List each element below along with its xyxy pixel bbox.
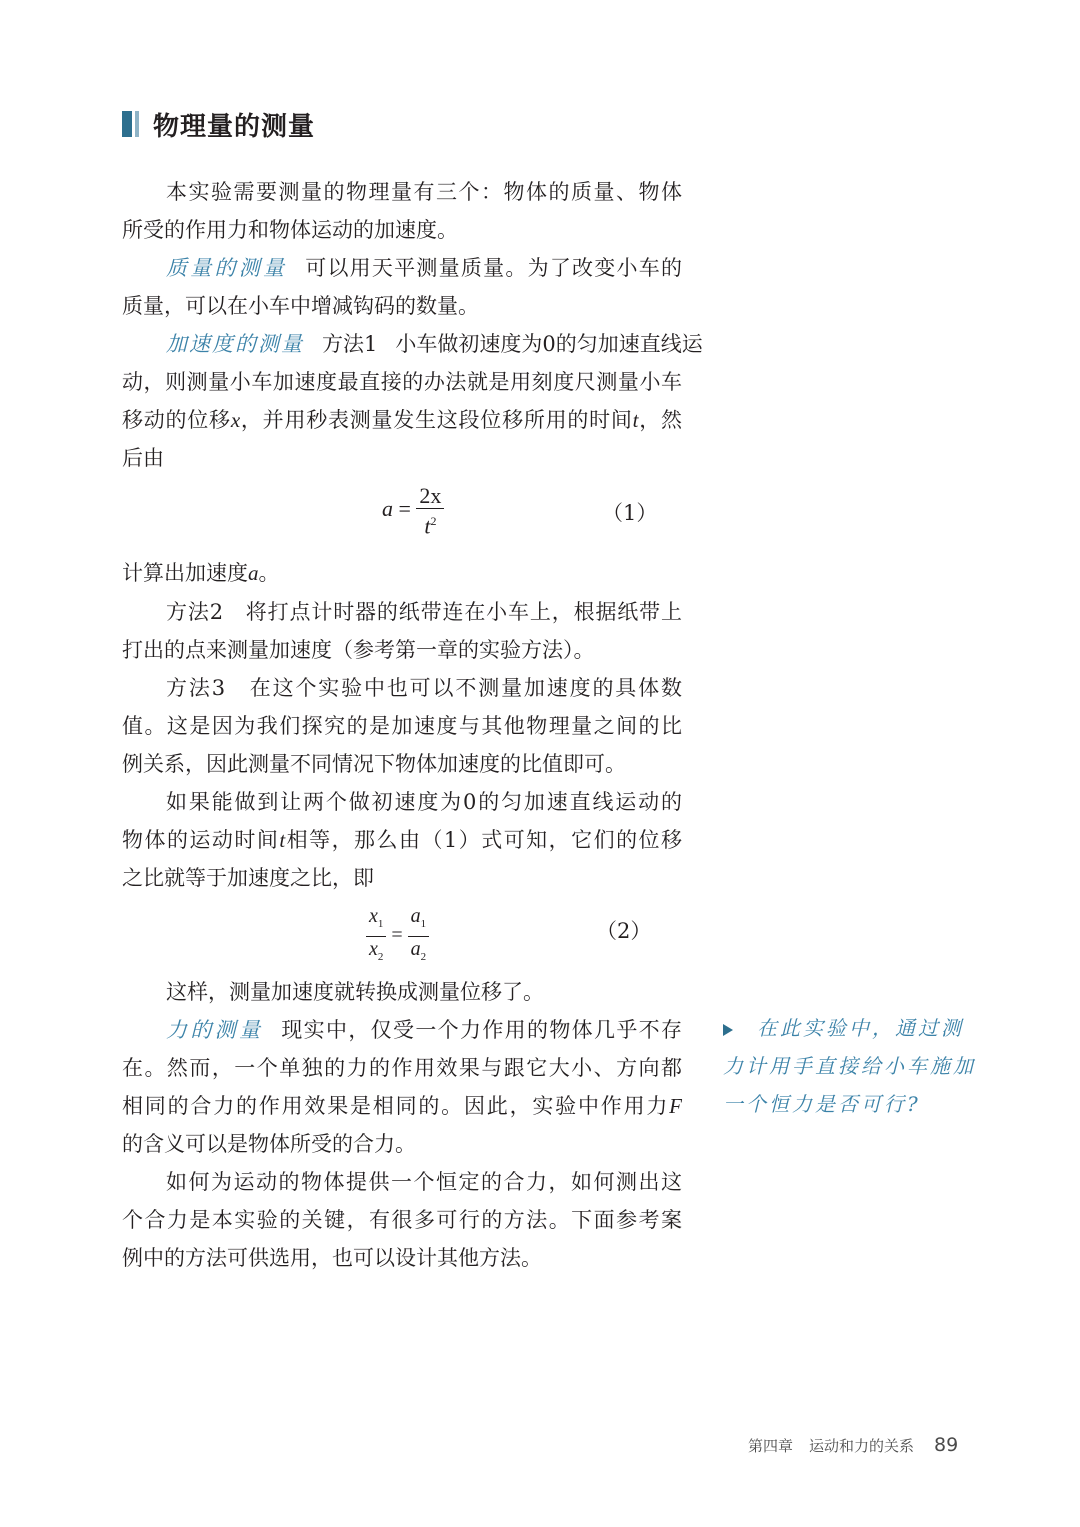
subscript: 1 <box>377 918 384 930</box>
paragraph-line <box>122 249 682 287</box>
paragraph-text: 。 <box>258 561 280 585</box>
section-heading <box>122 104 315 144</box>
heading-bar-icon <box>122 111 139 137</box>
fraction-left <box>366 904 386 969</box>
side-note-line: 力计用手直接给小车施加 <box>723 1054 976 1078</box>
paragraph-line: 在。然而，一个单独的力的作用效果与跟它大小、方向都 <box>122 1056 682 1080</box>
paragraph-text: 移动的位移 <box>122 408 231 432</box>
method-label: 方法1 <box>322 332 378 356</box>
paragraph-line: 打出的点来测量加速度（参考第一章的实验方法）。 <box>122 638 595 662</box>
paragraph-line: 质量，可以在小车中增减钩码的数量。 <box>122 294 479 318</box>
formula-1 <box>382 484 444 538</box>
paragraph-text: 计算出加速度 <box>122 561 248 585</box>
fraction-right <box>408 904 430 969</box>
variable-a: a <box>248 561 259 585</box>
paragraph-text: 相等，那么由（1）式可知，它们的位移 <box>285 828 683 852</box>
paragraph-line: 例关系，因此测量不同情况下物体加速度的比值即可。 <box>122 752 626 776</box>
subscript: 2 <box>420 951 427 963</box>
denominator <box>366 937 386 969</box>
triangle-bullet-icon <box>723 1024 733 1036</box>
formula-lhs: a <box>382 496 393 522</box>
paragraph-text: ，然 <box>638 408 683 432</box>
paragraph-text: 现实中，仅受一个力作用的物体几乎不存 <box>281 1018 683 1042</box>
variable-t: t <box>279 828 286 852</box>
paragraph-line <box>122 401 682 439</box>
paragraph-line: 所受的作用力和物体运动的加速度。 <box>122 218 458 242</box>
numerator <box>366 904 386 937</box>
paragraph-line <box>122 821 682 859</box>
paragraph-line <box>122 1011 682 1049</box>
subscript: 1 <box>420 918 427 930</box>
paragraph-line: 个合力是本实验的关键，有很多可行的方法。下面参考案 <box>122 1208 682 1232</box>
paragraph-line: 方法3 在这个实验中也可以不测量加速度的具体数 <box>166 676 682 700</box>
fraction <box>416 484 444 538</box>
paragraph-line: 的含义可以是物体所受的合力。 <box>122 1132 416 1156</box>
paragraph-line: 动，则测量小车加速度最直接的办法就是用刻度尺测量小车 <box>122 370 682 394</box>
side-note-text: 在此实验中，通过测 <box>757 1016 964 1040</box>
paragraph-line <box>122 1087 682 1125</box>
chapter-title: 运动和力的关系 <box>809 1436 915 1455</box>
paragraph-line: 之比就等于加速度之比，即 <box>122 866 374 890</box>
paragraph-text: 物体的运动时间 <box>122 828 280 852</box>
paragraph-text: 可以用天平测量质量。为了改变小车的 <box>305 256 683 280</box>
equation-number-1: （1） <box>602 501 658 525</box>
paragraph-text: ，并用秒表测量发生这段位移所用的时间 <box>240 408 633 432</box>
paragraph-line: 这样，测量加速度就转换成测量位移了。 <box>166 980 544 1004</box>
equals-sign: = <box>391 924 403 947</box>
paragraph-text: 相同的合力的作用效果是相同的。因此，实验中作用力 <box>122 1094 670 1118</box>
paragraph-line: 例中的方法可供选用，也可以设计其他方法。 <box>122 1246 542 1270</box>
lead-term-mass: 质量的测量 <box>166 256 288 280</box>
paragraph-line: 如果能做到让两个做初速度为0的匀加速直线运动的 <box>166 790 682 814</box>
denominator-a: a <box>410 938 421 960</box>
numerator-x: x <box>369 905 378 927</box>
paragraph-text: 小车做初速度为0的匀加速直线运 <box>395 332 703 356</box>
subscript: 2 <box>377 951 384 963</box>
formula-2 <box>366 904 429 969</box>
paragraph-line: 方法2 将打点计时器的纸带连在小车上，根据纸带上 <box>166 600 682 624</box>
paragraph-line <box>122 325 703 363</box>
numerator <box>408 904 430 937</box>
paragraph-line: 本实验需要测量的物理量有三个：物体的质量、物体 <box>166 180 682 204</box>
section-title: 物理量的测量 <box>153 111 316 142</box>
variable-F: F <box>669 1094 682 1118</box>
side-note-line: 一个恒力是否可行? <box>723 1092 921 1116</box>
lead-term-acceleration: 加速度的测量 <box>166 332 304 356</box>
numerator-text: 2x <box>419 483 442 508</box>
page-number: 89 <box>934 1434 959 1456</box>
paragraph-line: 后由 <box>122 446 164 470</box>
lead-term-force: 力的测量 <box>166 1018 264 1042</box>
paragraph-line: 如何为运动的物体提供一个恒定的合力，如何测出这 <box>166 1170 682 1194</box>
numerator <box>416 484 444 509</box>
variable-t: t <box>632 408 639 432</box>
equals-sign: = <box>398 496 411 522</box>
numerator-a: a <box>410 905 421 927</box>
chapter-label: 第四章 <box>748 1436 794 1455</box>
variable-x: x <box>230 408 241 432</box>
denominator-base: t <box>424 513 431 539</box>
side-note-line <box>723 1009 964 1047</box>
paragraph-line: 值。这是因为我们探究的是加速度与其他物理量之间的比 <box>122 714 682 738</box>
page-footer <box>748 1430 958 1460</box>
denominator <box>416 509 444 538</box>
paragraph-line <box>122 554 682 592</box>
denominator-exponent: 2 <box>430 514 437 528</box>
denominator <box>408 937 430 969</box>
equation-number-2: （2） <box>596 919 652 943</box>
denominator-x: x <box>369 938 378 960</box>
